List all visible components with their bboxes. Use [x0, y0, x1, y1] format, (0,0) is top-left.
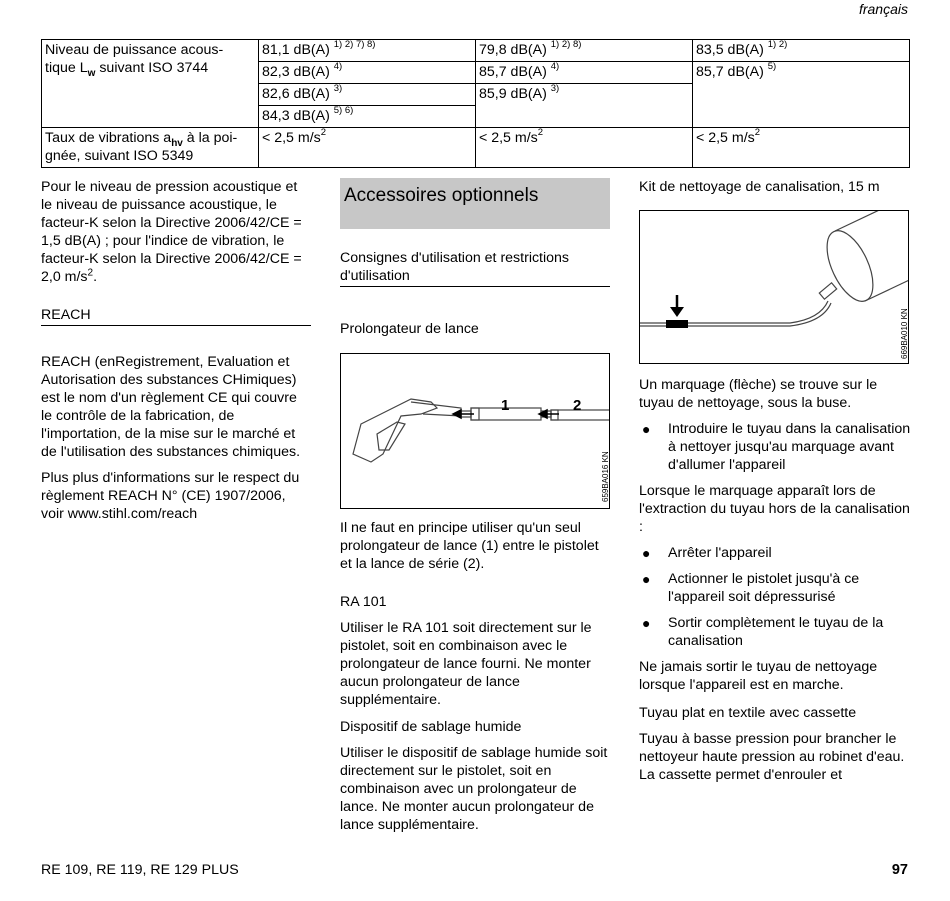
lance-extension-figure	[340, 353, 610, 509]
right-column	[639, 178, 911, 196]
table-cell: 85,7 dB(A) $^{4)}$	[476, 62, 693, 84]
table-cell: 83,5 dB(A) $^{1) 2)}$	[693, 40, 910, 62]
bullet-icon: ●	[642, 571, 651, 587]
flat-hose-heading: Tuyau plat en textile avec cassette	[639, 705, 857, 721]
arrow-icon	[670, 307, 684, 317]
table-cell: 79,8 dB(A) $^{1) 2) 8)}$	[476, 40, 693, 62]
extension-paragraph: Il ne faut en principe utiliser qu'un seul prolongateur de lance (1) entre le pistolet et la lance de série (2).	[340, 520, 599, 572]
table-cell: 81,1 dB(A) $^{1) 2) 7) 8)}$	[259, 40, 476, 62]
flat-hose-paragraph: Tuyau à basse pression pour brancher le nettoyeur haute pression au robinet d'eau. La cassette permet d'enrouler et	[639, 731, 905, 783]
language-label: français	[858, 1, 908, 17]
table-cell: < 2,5 $m/s^2$	[259, 128, 476, 168]
drain-kit-figure	[639, 210, 909, 364]
table-cell: < 2,5 $m/s^2$	[476, 128, 693, 168]
callout-2: 2	[573, 397, 582, 414]
when-paragraph: Lorsque le marquage apparaît lors de l'extraction du tuyau hors de la canalisation :	[639, 483, 910, 535]
table-row	[42, 40, 910, 62]
specifications-table	[41, 39, 910, 168]
k-factor-paragraph: Pour le niveau de pression acoustique et le niveau de puissance acoustique, le facteur-K selon la Directive 2006/42/CE = 1,5 dB(A) ; pour l'indice de vibration, le facteur-K selon la Directive 2006/42/CE = 2,0 $m/s^2$.	[41, 179, 302, 285]
drain-hose-illustration	[640, 211, 908, 363]
figure-code: 659BA016 KN	[601, 451, 610, 502]
figure-code: 669BA010 KN	[900, 308, 909, 359]
bullet-icon: ●	[642, 421, 651, 437]
right-column-text	[639, 376, 911, 792]
lance-extension-illustration	[341, 354, 609, 508]
table-cell: 82,6 dB(A) $^{3)}$	[259, 84, 476, 106]
reach-paragraph: REACH (enRegistrement, Evaluation et Autorisation des substances CHimiques) est le nom d'un règlement CE qui couvre le contrôle de la fabrication, de l'importation, de la mise sur le marché et de l'utilisation des substances chimiques.	[41, 354, 301, 460]
ra101-paragraph: Utiliser le RA 101 soit directement sur le pistolet, soit en combinaison avec le prolongateur de lance fourni. Ne monter aucun prolongateur de lance supplémentaire.	[340, 620, 592, 708]
accessories-banner: Accessoires optionnels	[340, 178, 610, 229]
callout-1: 1	[501, 397, 510, 414]
sandblast-paragraph: Utiliser le dispositif de sablage humide soit directement sur le pistolet, soit en combinaison avec un prolongateur de lance. Ne monter aucun prolongateur de lance supplémentaire.	[340, 745, 608, 833]
middle-column-text	[340, 519, 612, 842]
sandblast-heading: Dispositif de sablage humide	[340, 719, 522, 735]
left-column	[41, 178, 311, 531]
drain-kit-heading: Kit de nettoyage de canalisation, 15 m	[639, 179, 880, 195]
table-cell: 84,3 dB(A) $^{5) 6)}$	[259, 106, 476, 128]
marking-paragraph: Un marquage (flèche) se trouve sur le tuyau de nettoyage, sous la buse.	[639, 377, 878, 411]
list-item: ● Actionner le pistolet jusqu'à ce l'appareil soit dépressurisé	[642, 571, 860, 605]
usage-heading: Consignes d'utilisation et restrictions d'utilisation	[340, 249, 610, 287]
page-number: 97	[891, 862, 908, 878]
list-item: ● Arrêter l'appareil	[642, 545, 772, 561]
bullet-icon: ●	[642, 545, 651, 561]
vibration-label: Taux de vibrations $a_{hv}$ à la poi- gnée, suivant ISO 5349	[42, 128, 259, 168]
sound-power-label: Niveau de puissance acous- tique $L_w$ suivant ISO 3744	[42, 40, 259, 128]
never-paragraph: Ne jamais sortir le tuyau de nettoyage lorsque l'appareil est en marche.	[639, 659, 878, 693]
list-item: ● Sortir complètement le tuyau de la canalisation	[642, 615, 884, 649]
reach-heading: REACH	[41, 306, 311, 326]
table-cell: < 2,5 $m/s^2$	[693, 128, 910, 168]
table-cell: 85,7 dB(A) $^{5)}$	[693, 62, 910, 128]
middle-column	[340, 178, 610, 338]
table-cell: 85,9 dB(A) $^{3)}$	[476, 84, 693, 128]
list-item: ● Introduire le tuyau dans la canalisation à nettoyer jusqu'au marquage avant d'allumer l'appareil	[642, 421, 911, 473]
extension-heading: Prolongateur de lance	[340, 321, 479, 337]
reach-link-paragraph: Plus plus d'informations sur le respect du règlement REACH N° (CE) 1907/2006, voir www.stihl.com/reach	[41, 470, 300, 522]
bullet-icon: ●	[642, 615, 651, 631]
table-row	[42, 128, 910, 168]
footer-models: RE 109, RE 119, RE 129 PLUS	[41, 862, 239, 878]
ra101-heading: RA 101	[340, 594, 387, 610]
table-cell: 82,3 dB(A) $^{4)}$	[259, 62, 476, 84]
